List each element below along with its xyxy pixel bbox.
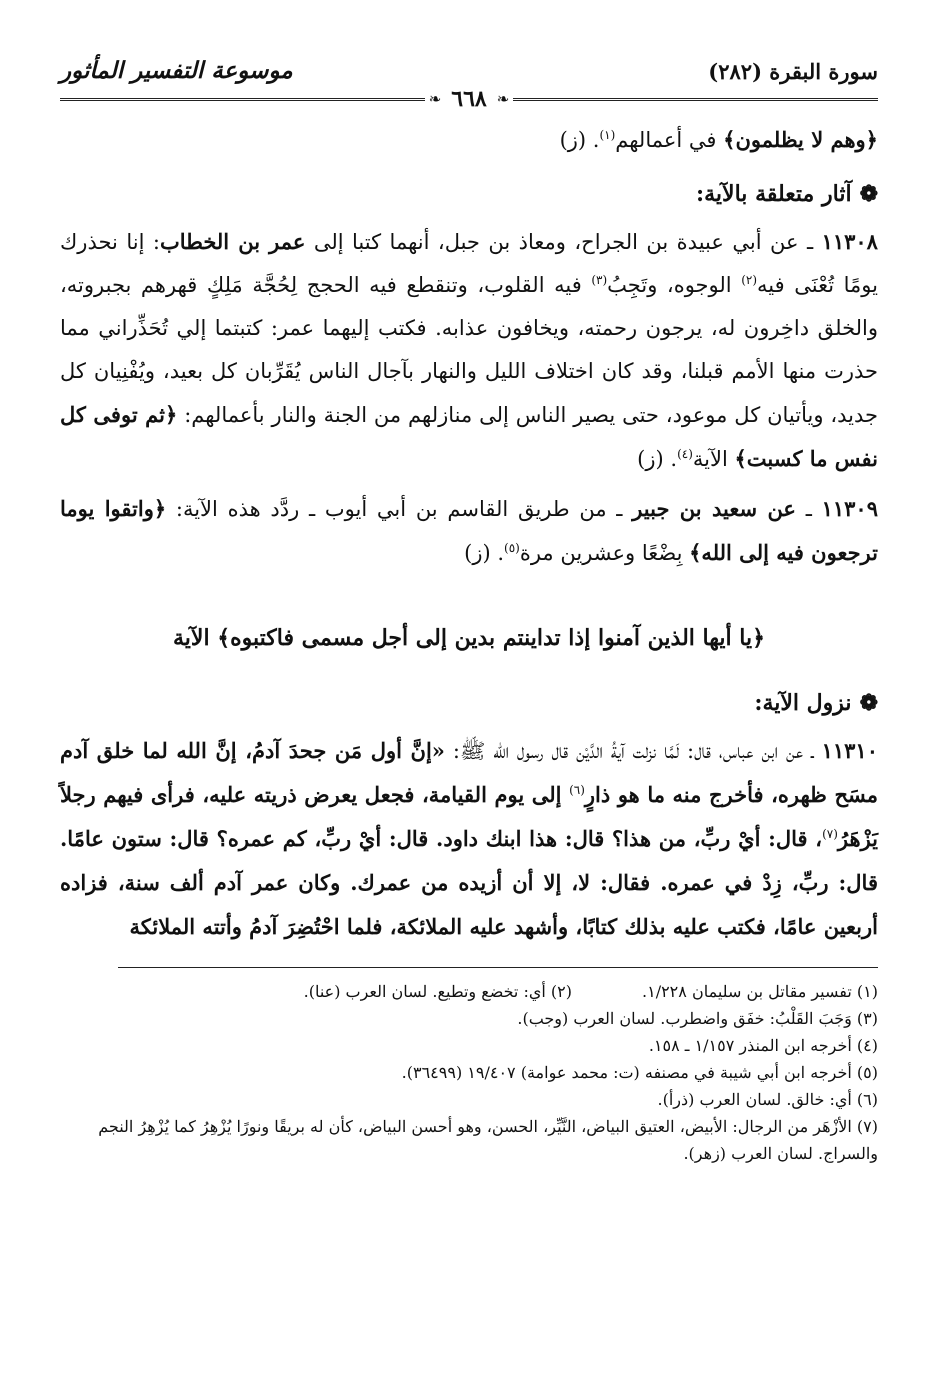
flower-icon: ❁ bbox=[859, 690, 878, 716]
footnote-ref: (٥) bbox=[504, 541, 520, 555]
footnote-ref: (٢) bbox=[741, 273, 758, 287]
hadith-text: إلى يوم القيامة، فجعل يعرض ذريته عليه، فرأى فيهم رجلاً يَزْهَرُ bbox=[60, 782, 878, 851]
section-heading-related bbox=[60, 174, 878, 214]
book-title: موسوعة التفسير المأثور bbox=[60, 57, 293, 84]
athar-11308 bbox=[60, 220, 878, 481]
verse-heading bbox=[60, 615, 878, 661]
name-highlight: عن سعيد بن جبير bbox=[632, 496, 796, 521]
running-header bbox=[60, 40, 878, 84]
footnote-row bbox=[60, 978, 878, 1005]
text: ـ bbox=[795, 497, 822, 521]
footnote-ref: (٤) bbox=[677, 447, 693, 461]
name-highlight: عمر بن الخطاب bbox=[159, 229, 306, 254]
footnote-1: (١) تفسير مقاتل بن سليمان ١/٢٢٨. bbox=[642, 982, 878, 1001]
quran-verse: ﴿يا أيها الذين آمنوا إذا تداينتم بدين إلى أجل مسمى فاكتبوه﴾ bbox=[217, 625, 765, 651]
athar-number: ١١٣٠٨ bbox=[821, 229, 878, 254]
footnote-7: (٧) الأزْهَر من الرجال: الأبيض، العتيق البياض، النَّيِّر، الحسن، وهو أحسن البياض، كأن له بريقًا ونورًا يُزْهِرُ كما يُزْهِرُ النجم والسراج. لسان العرب (زهر). bbox=[98, 1117, 878, 1163]
text: الآية bbox=[692, 447, 735, 471]
text: الآية bbox=[172, 625, 218, 651]
footnote-ref: (٣) bbox=[591, 273, 608, 287]
athar-11310 bbox=[60, 729, 878, 949]
page-number: ٦٦٨ bbox=[451, 86, 487, 112]
hadith-text: «إنَّ أول مَن جحدَ آدمُ، إنَّ الله لما خلق آدم مسَح ظهره، فأخرج منه ما هو ذارٍ bbox=[60, 738, 878, 807]
text: . (ز) bbox=[464, 541, 505, 565]
text: . (ز) bbox=[637, 447, 678, 471]
hadith-text: ، قال: أيْ ربِّ، من هذا؟ قال: هذا ابنك داود. قال: أيْ ربِّ، كم عمره؟ قال: ستون عامًا. قال: ربِّ، زِدْ في عمره. فقال: لا، إلا أن أزيده من عمرك. وكان عمر آدم ألف سنة، فزاده أربعين عامًا، فكتب عليه بذلك كتابًا، وأشهد عليه الملائكة، فلما احْتُضِرَ آدمُ وأتته الملائكة bbox=[60, 826, 878, 939]
section-heading-revelation bbox=[60, 683, 878, 723]
text: فيه القلوب، وتنقطع فيه الحجج لِحُجَّة مَلِكٍ قهرهم بجبروته، والخلق داخِرون له، يرجون رحمته، ويخافون عذابه. فكتب إليهما عمر: كتبتما إلي تُحَذِّراني مما حذرت منها الأمم قبلنا، وقد كان اختلاف الليل والنهار بآجال الناس يُقَرِّبان كل بعيد، ويُفْنِيان كل جديد، ويأتيان كل موعود، حتى يصير الناس إلى منازلهم من الجنة والنار بأعمالهم: bbox=[60, 273, 879, 427]
athar-11309 bbox=[60, 487, 878, 575]
header-rule-left bbox=[60, 98, 425, 101]
ornament-icon: ❧ bbox=[428, 90, 442, 108]
text: : إنا نحذرك يومًا تُعْنَى فيه bbox=[60, 230, 878, 297]
footnote-2: (٢) أي: تخضع وتطيع. لسان العرب (عنا). bbox=[303, 982, 572, 1001]
surah-title: سورة البقرة (٢٨٢) bbox=[708, 59, 878, 84]
section-title: آثار متعلقة بالآية: bbox=[696, 181, 852, 207]
quran-quote: ﴿واتقوا يوما ترجعون فيه إلى الله﴾ bbox=[60, 496, 878, 565]
ornament-icon: ❧ bbox=[496, 90, 510, 108]
quran-quote: ﴿ثم توفى كل نفس ما كسبت﴾ bbox=[60, 402, 878, 471]
footnote-6: (٦) أي: خالق. لسان العرب (ذرأ). bbox=[657, 1090, 878, 1109]
text: ـ من طريق القاسم بن أبي أيوب ـ ردَّد هذه الآية: bbox=[166, 497, 633, 521]
header-rule-right bbox=[513, 98, 878, 101]
footnote-ref: (١) bbox=[599, 128, 616, 142]
footnote-4: (٤) أخرجه ابن المنذر ١/١٥٧ ـ ١٥٨. bbox=[648, 1036, 878, 1055]
flower-icon: ❁ bbox=[859, 181, 878, 207]
page-number-rule bbox=[60, 86, 878, 112]
text: . (ز) bbox=[559, 128, 600, 152]
text: ـ عن ابن عباس، قال: لَمَّا نزلت آيةُ الدَّيْن قال رسول الله ﷺ: bbox=[444, 739, 822, 763]
text: الوجوه، وتَجِبُ bbox=[607, 273, 742, 297]
quran-quote: ﴿وهم لا يظلمون﴾ bbox=[723, 127, 878, 152]
text: في أعمالهم bbox=[615, 128, 717, 152]
section-title: نزول الآية: bbox=[754, 690, 852, 716]
footnote-5: (٥) أخرجه ابن أبي شيبة في مصنفه (ت: محمد عوامة) ١٩/٤٠٧ (٣٦٤٩٩). bbox=[401, 1063, 878, 1082]
athar-number: ١١٣١٠ bbox=[821, 738, 878, 763]
footnotes bbox=[60, 978, 878, 1167]
page bbox=[60, 40, 878, 1167]
footnote-ref: (٦) bbox=[569, 783, 585, 797]
footnote-separator bbox=[118, 967, 878, 968]
footnote-ref: (٧) bbox=[822, 827, 838, 841]
text: بِضْعًا وعشرين مرة bbox=[519, 541, 690, 565]
footnote-3: (٣) وَجَبَ القَلْبُ: خفَق واضطرب. لسان العرب (وجب). bbox=[517, 1009, 878, 1028]
text: ـ عن أبي عبيدة بن الجراح، ومعاذ بن جبل، أنهما كتبا إلى bbox=[305, 230, 822, 254]
athar-number: ١١٣٠٩ bbox=[821, 496, 878, 521]
intro-paragraph bbox=[60, 118, 878, 162]
